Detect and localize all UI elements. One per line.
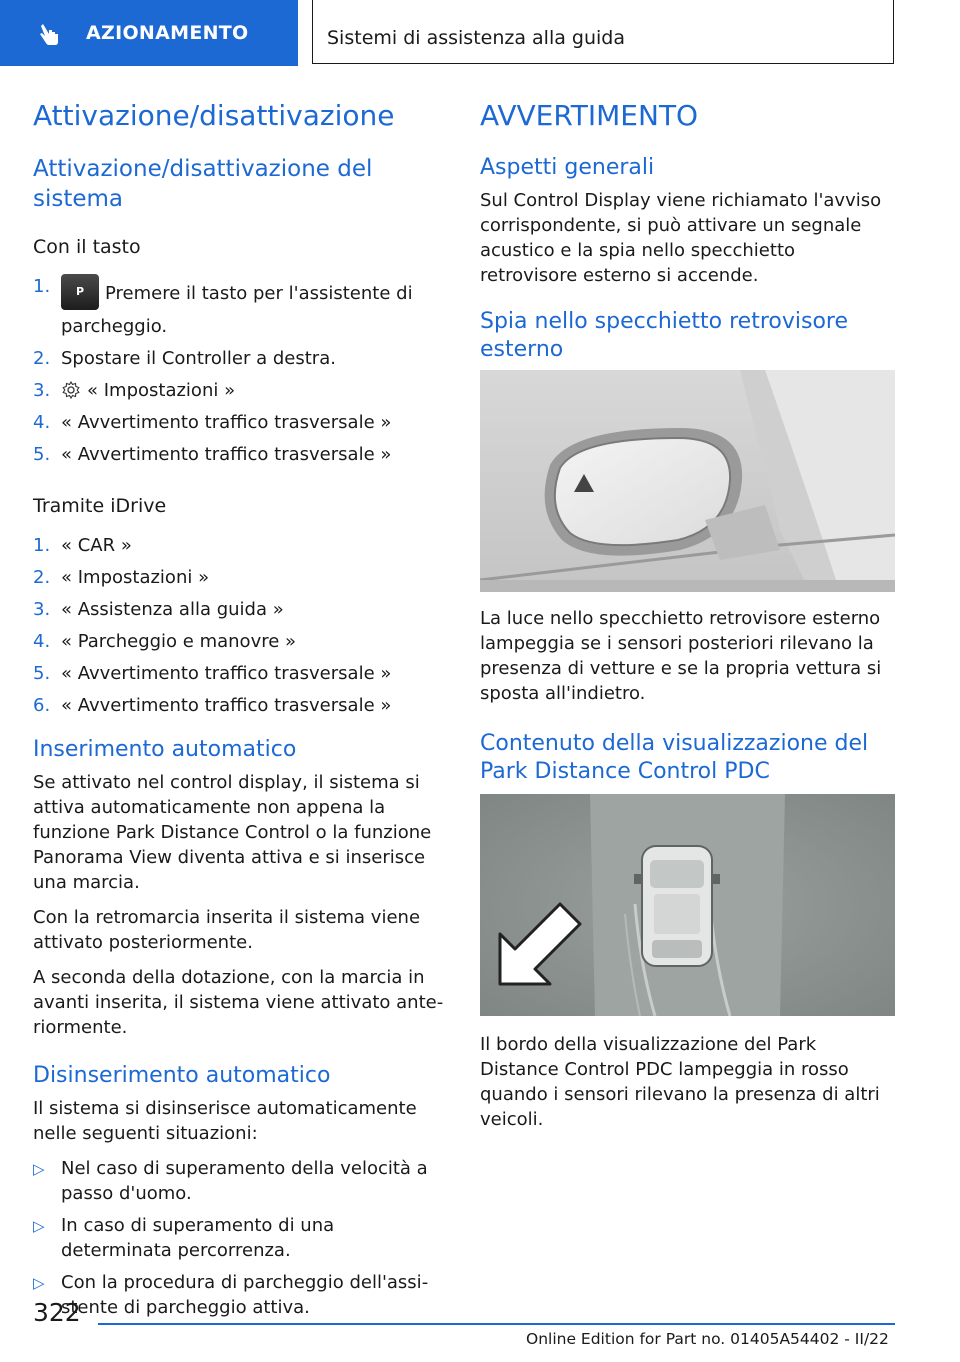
left-column: [33, 96, 448, 1338]
section-title: AZIONAMENTO: [86, 22, 249, 44]
list-item: 6. « Avvertimento traffico trasversale »: [33, 695, 392, 716]
list-item: 5. « Avvertimento traffico trasversale »: [33, 444, 392, 465]
pdc-display-image: [480, 794, 895, 1016]
auto-on-paragraph-1: Se attivato nel control display, il sistema si attiva automaticamente non appena la funzione Park Distance Control o la funzione Panorama View diventa attiva e si inserisce una marcia.: [33, 772, 432, 893]
list-item: ▷ Nel caso di superamento della velocità a passo d'uomo.: [33, 1158, 428, 1204]
page-number: 322: [33, 1298, 81, 1327]
section-tab: [0, 0, 298, 66]
auto-off-paragraph: Il sistema si disinserisce automaticamente nelle seguenti situazioni:: [33, 1098, 417, 1144]
list-item: 3. « Impostazioni »: [33, 380, 236, 401]
list-item: 4. « Avvertimento traffico trasversale »: [33, 412, 392, 433]
edition-text: Online Edition for Part no. 01405A54402 - II/22: [526, 1330, 889, 1348]
footer-rule: [98, 1323, 895, 1325]
pdc-paragraph: Il bordo della visualizzazione del Park Distance Control PDC lampeggia in rosso quando i sensori rilevano la presenza di altri veicoli.: [480, 1034, 880, 1130]
general-heading: Aspetti generali: [480, 155, 655, 180]
auto-off-list: [33, 1156, 448, 1320]
button-steps: [33, 274, 448, 467]
system-subtitle: Attivazione/disattivazione del sistema: [33, 156, 373, 212]
list-item: ▷ In caso di superamento di una determinata percorrenza.: [33, 1215, 335, 1261]
auto-on-paragraph-2: Con la retromarcia inserita il sistema viene attivato posteriormente.: [33, 907, 421, 953]
chapter-box: [312, 0, 894, 64]
triangle-bullet-icon: ▷: [33, 1274, 45, 1292]
auto-on-heading: Inserimento automatico: [33, 737, 297, 762]
auto-off-heading: Disinserimento automatico: [33, 1063, 331, 1088]
list-item: 4. « Parcheggio e manovre »: [33, 631, 297, 652]
auto-on-paragraph-3: A seconda della dotazione, con la marcia in avanti inserita, il sistema viene attivato anteriormente.: [33, 967, 444, 1038]
right-column: [480, 96, 895, 1142]
list-item: 2. « Impostazioni »: [33, 567, 210, 588]
list-item: 3. « Assistenza alla guida »: [33, 599, 284, 620]
list-item: ▷ Con la procedura di parcheggio dell'assistente di parcheggio attiva.: [33, 1272, 429, 1318]
gear-icon: [61, 380, 81, 400]
side-mirror-image: [480, 370, 895, 592]
list-item: 1. « CAR »: [33, 535, 132, 556]
triangle-bullet-icon: ▷: [33, 1160, 45, 1178]
list-item: 2. Spostare il Controller a destra.: [33, 348, 336, 369]
triangle-bullet-icon: ▷: [33, 1217, 45, 1235]
chapter-title: Sistemi di assistenza alla guida: [327, 27, 626, 49]
mirror-heading: Spia nello specchietto retrovisore esterno: [480, 309, 849, 362]
page-title: Attivazione/disattivazione: [33, 99, 395, 132]
list-item: 5. « Avvertimento traffico trasversale »: [33, 663, 392, 684]
park-assist-button-icon: P: [61, 274, 99, 310]
general-paragraph: Sul Control Display viene richiamato l'avviso corrispondente, si può attivare un segnale acustico e la spia nello specchietto retrovisore esterno si accende.: [480, 190, 882, 286]
hand-pointer-icon: [36, 18, 66, 48]
idrive-steps: [33, 533, 448, 718]
idrive-heading: Tramite iDrive: [33, 495, 167, 517]
warning-title: AVVERTIMENTO: [480, 99, 699, 132]
mirror-paragraph: La luce nello specchietto retrovisore esterno lampeggia se i sensori posteriori rilevano la presenza di vetture e se la propria vettura si sposta all'indietro.: [480, 608, 882, 704]
pdc-heading: Contenuto della visualizzazione del Park Distance Control PDC: [480, 731, 869, 784]
list-item: 1. P Premere il tasto per l'assistente di parcheggio.: [33, 276, 413, 337]
with-button-heading: Con il tasto: [33, 236, 141, 258]
